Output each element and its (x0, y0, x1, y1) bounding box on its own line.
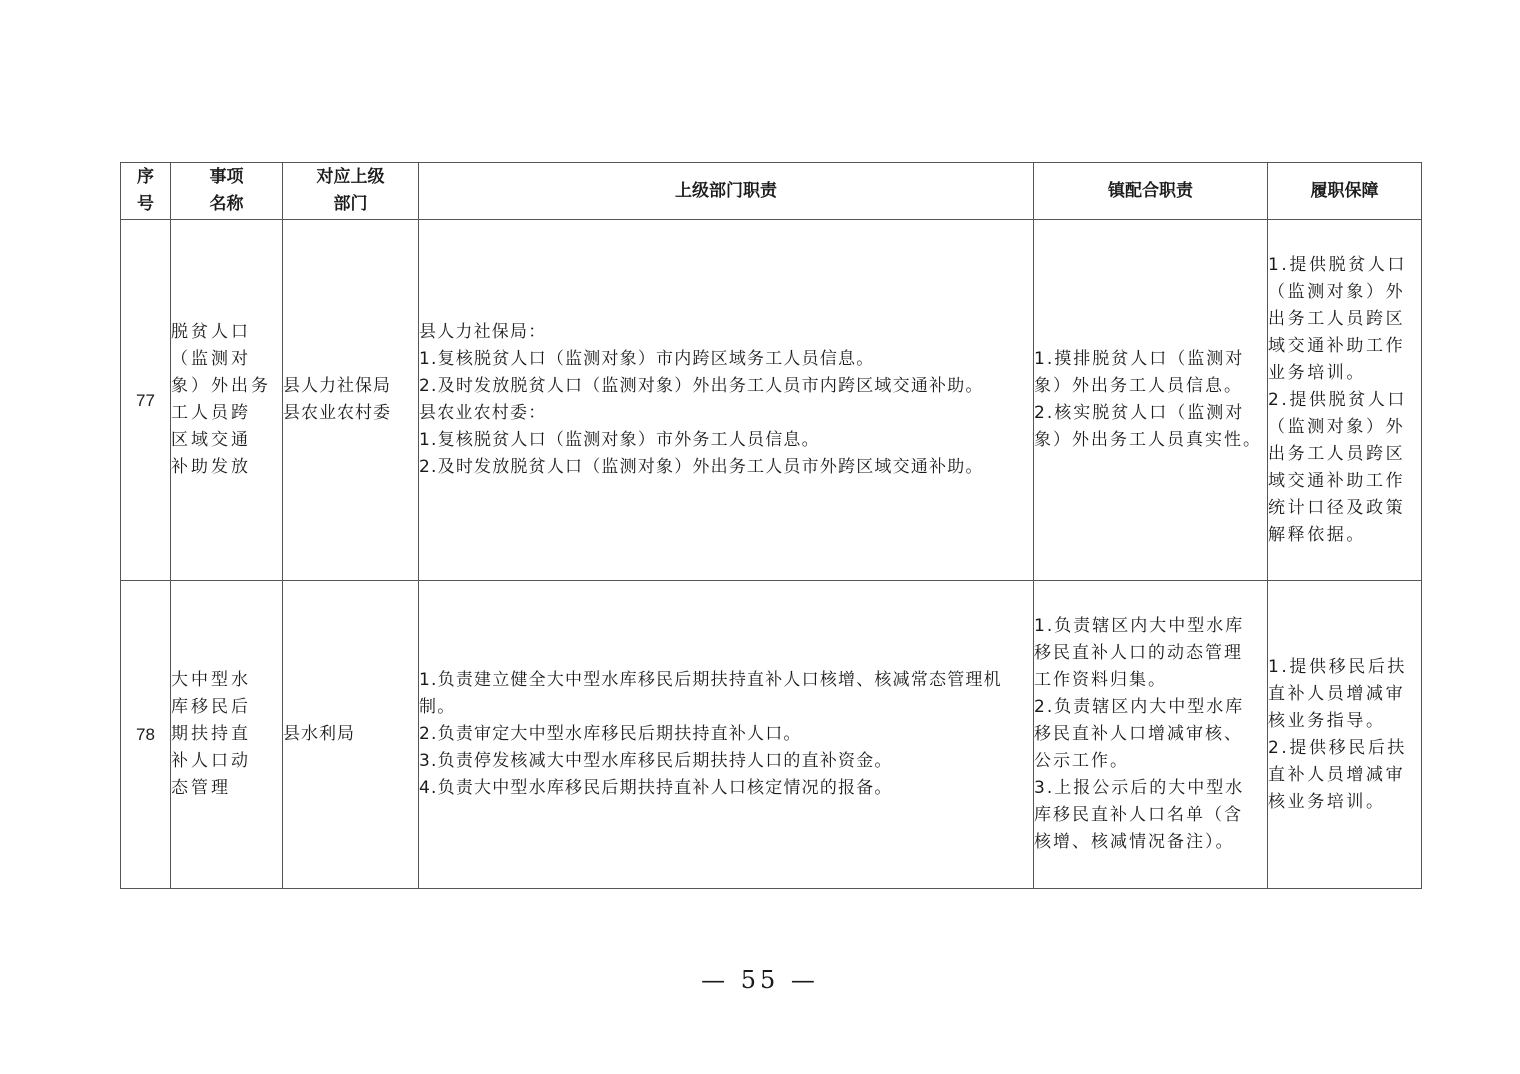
guarantee-line: 核业务培训。 (1268, 791, 1386, 812)
upper-duty-line: 县人力社保局： (419, 322, 547, 342)
item-name-line: 期扶持直 (171, 724, 251, 744)
upper-duty-line: 4.负责大中型水库移民后期扶持直补人口核定情况的报备。 (419, 778, 893, 798)
town-duty-line: 移民直补人口增减审核、 (1034, 724, 1243, 744)
item-name-line: （监测对 (171, 349, 251, 369)
guarantee-line: 域交通补助工作 (1268, 470, 1406, 491)
guarantee-line: 直补人员增减审 (1268, 683, 1406, 704)
guarantee-line: 2.提供脱贫人口 (1268, 389, 1408, 410)
town-duty-line: 3.上报公示后的大中型水 (1034, 778, 1245, 798)
guarantee-line: 统计口径及政策 (1268, 497, 1406, 518)
header-upper-duty: 上级部门职责 (419, 163, 1034, 220)
row-town-duty (1034, 220, 1268, 581)
upper-duty-line: 1.复核脱贫人口（监测对象）市内跨区域务工人员信息。 (419, 349, 875, 369)
upper-duty-line: 2.及时发放脱贫人口（监测对象）外出务工人员市外跨区域交通补助。 (419, 457, 984, 477)
town-duty-line: 1.摸排脱贫人口（监测对 (1034, 349, 1245, 369)
row-dept (283, 220, 419, 581)
row-index: 78 (121, 581, 171, 889)
guarantee-line: 出务工人员跨区 (1268, 443, 1406, 464)
row-upper-duty (419, 220, 1034, 581)
guarantee-line: 1.提供移民后扶 (1268, 656, 1408, 677)
town-duty-line: 1.负责辖区内大中型水库 (1034, 616, 1245, 636)
town-duty-line: 工作资料归集。 (1034, 670, 1167, 690)
town-duty-line: 库移民直补人口名单（含 (1034, 805, 1243, 825)
row-item-name (171, 220, 283, 581)
row-index: 77 (121, 220, 171, 581)
header-dept-line: 对应上级 (316, 167, 385, 187)
item-name-line: 区域交通 (171, 430, 251, 450)
row-guarantee (1268, 220, 1422, 581)
town-duty-line: 核增、核减情况备注）。 (1034, 832, 1235, 852)
guarantee-line: 域交通补助工作 (1268, 335, 1406, 356)
item-name-line: 工人员跨 (171, 403, 251, 423)
table-row (121, 581, 1422, 889)
upper-duty-line: 1.复核脱贫人口（监测对象）市外务工人员信息。 (419, 430, 820, 450)
dept-line: 县农业农村委 (283, 403, 391, 423)
row-item-name (171, 581, 283, 889)
guarantee-line: 直补人员增减审 (1268, 764, 1406, 785)
upper-duty-line: 制。 (419, 697, 456, 717)
dept-line: 县水利局 (283, 724, 355, 744)
guarantee-line: （监测对象）外 (1268, 281, 1406, 302)
guarantee-line: 1.提供脱贫人口 (1268, 254, 1408, 275)
dept-line: 县人力社保局 (283, 376, 391, 396)
row-dept (283, 581, 419, 889)
table-row (121, 220, 1422, 581)
town-duty-line: 象）外出务工人员信息。 (1034, 376, 1243, 396)
guarantee-line: 出务工人员跨区 (1268, 308, 1406, 329)
header-town-duty: 镇配合职责 (1034, 163, 1268, 220)
upper-duty-line: 县农业农村委： (419, 403, 547, 423)
item-name-line: 大中型水 (171, 670, 251, 690)
row-guarantee (1268, 581, 1422, 889)
header-seq (121, 163, 171, 220)
upper-duty-line: 3.负责停发核减大中型水库移民后期扶持人口的直补资金。 (419, 751, 893, 771)
upper-duty-line: 1.负责建立健全大中型水库移民后期扶持直补人口核增、核减常态管理机 (419, 670, 1002, 690)
item-name-line: 脱贫人口 (171, 322, 251, 342)
table-header (121, 163, 1422, 220)
guarantee-line: 核业务指导。 (1268, 710, 1386, 731)
town-duty-line: 2.核实脱贫人口（监测对 (1034, 403, 1245, 423)
header-seq-line: 序 (137, 167, 154, 187)
header-seq-line: 号 (137, 194, 154, 214)
upper-duty-line: 2.及时发放脱贫人口（监测对象）外出务工人员市内跨区域交通补助。 (419, 376, 984, 396)
item-name-line: 库移民后 (171, 697, 251, 717)
row-town-duty (1034, 581, 1268, 889)
guarantee-line: 业务培训。 (1268, 362, 1366, 383)
item-name-line: 态管理 (171, 778, 231, 798)
guarantee-line: （监测对象）外 (1268, 416, 1406, 437)
guarantee-line: 解释依据。 (1268, 524, 1366, 545)
town-duty-line: 移民直补人口的动态管理 (1034, 643, 1243, 663)
guarantee-line: 2.提供移民后扶 (1268, 737, 1408, 758)
duty-table (120, 162, 1422, 889)
item-name-line: 象）外出务 (171, 376, 271, 396)
header-item-line: 名称 (209, 194, 244, 214)
item-name-line: 补人口动 (171, 751, 251, 771)
town-duty-line: 2.负责辖区内大中型水库 (1034, 697, 1245, 717)
row-upper-duty (419, 581, 1034, 889)
header-item-name (171, 163, 283, 220)
header-item-line: 事项 (209, 167, 244, 187)
town-duty-line: 象）外出务工人员真实性。 (1034, 430, 1262, 450)
item-name-line: 补助发放 (171, 457, 251, 477)
page-number: — 55 — (701, 966, 819, 994)
header-dept-line: 部门 (333, 194, 368, 214)
header-dept (283, 163, 419, 220)
upper-duty-line: 2.负责审定大中型水库移民后期扶持直补人口。 (419, 724, 802, 744)
header-guarantee: 履职保障 (1268, 163, 1422, 220)
town-duty-line: 公示工作。 (1034, 751, 1129, 771)
